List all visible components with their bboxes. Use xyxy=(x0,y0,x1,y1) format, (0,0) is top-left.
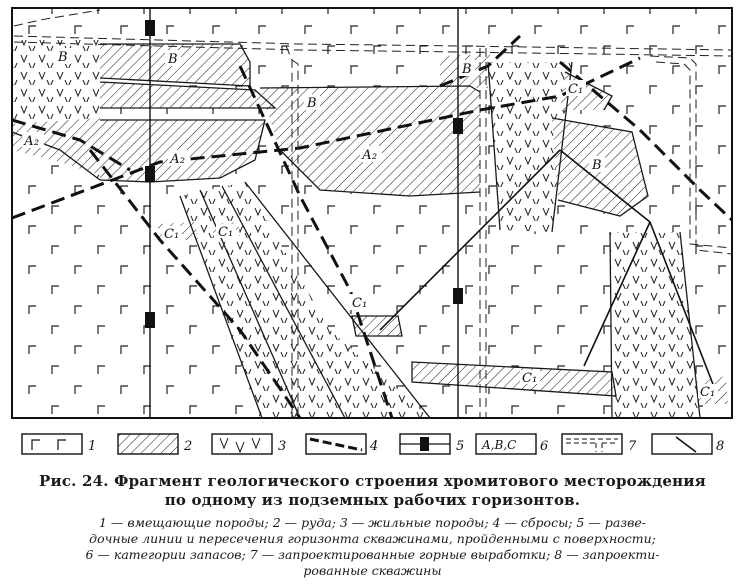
legend-text-line-2: дочные линии и пересечения горизонта скважинами, пройденными с поверхности; xyxy=(89,531,656,546)
legend-num-4: 4 xyxy=(370,439,379,454)
label-c1-3: С₁ xyxy=(218,225,234,240)
label-b-5: В xyxy=(592,158,602,173)
label-c1-1: С₁ xyxy=(568,82,584,97)
legend-key-1 xyxy=(22,434,96,454)
legend-key-2 xyxy=(118,434,192,454)
label-a2-1: А₂ xyxy=(24,134,40,149)
legend-text-line-4: рованные скважины xyxy=(303,563,442,578)
label-c1-2: С₁ xyxy=(164,227,180,242)
legend-key-8 xyxy=(652,434,724,454)
legend-num-7: 7 xyxy=(628,439,637,454)
label-c1-6: С₁ xyxy=(700,385,716,400)
legend-abc-text: A,B,C xyxy=(482,438,517,452)
label-a2-2: А₂ xyxy=(170,152,186,167)
legend-num-1: 1 xyxy=(88,439,97,454)
legend-key-6 xyxy=(476,434,548,454)
legend-num-3: 3 xyxy=(278,439,287,454)
legend-key-3 xyxy=(212,434,286,454)
label-b-4: В xyxy=(462,62,472,77)
figure-title-line-1: Рис. 24. Фрагмент геологического строения хромитового месторождения xyxy=(39,472,706,490)
legend-num-6: 6 xyxy=(540,439,549,454)
legend-num-5: 5 xyxy=(456,439,465,454)
legend-num-2: 2 xyxy=(184,439,193,454)
label-a2-3: А₂ xyxy=(362,148,378,163)
legend-keys xyxy=(22,434,724,454)
legend-key-7 xyxy=(562,434,637,454)
legend-text-line-3: 6 — категории запасов; 7 — запроектированные горные выработки; 8 — запроекти- xyxy=(85,547,660,562)
figure-title-line-2: по одному из подземных рабочих горизонтов. xyxy=(164,491,581,509)
label-c1-5: С₁ xyxy=(522,371,538,386)
legend-key-5 xyxy=(400,434,464,454)
label-b-2: В xyxy=(168,52,178,67)
label-b-3: В xyxy=(307,96,317,111)
label-b-1: В xyxy=(58,50,68,65)
legend-key-4 xyxy=(306,434,378,454)
legend-num-8: 8 xyxy=(716,439,725,454)
label-c1-4: С₁ xyxy=(352,296,368,311)
legend-text-line-1: 1 — вмещающие породы; 2 — руда; 3 — жильные породы; 4 — сбросы; 5 — разве- xyxy=(98,515,647,530)
